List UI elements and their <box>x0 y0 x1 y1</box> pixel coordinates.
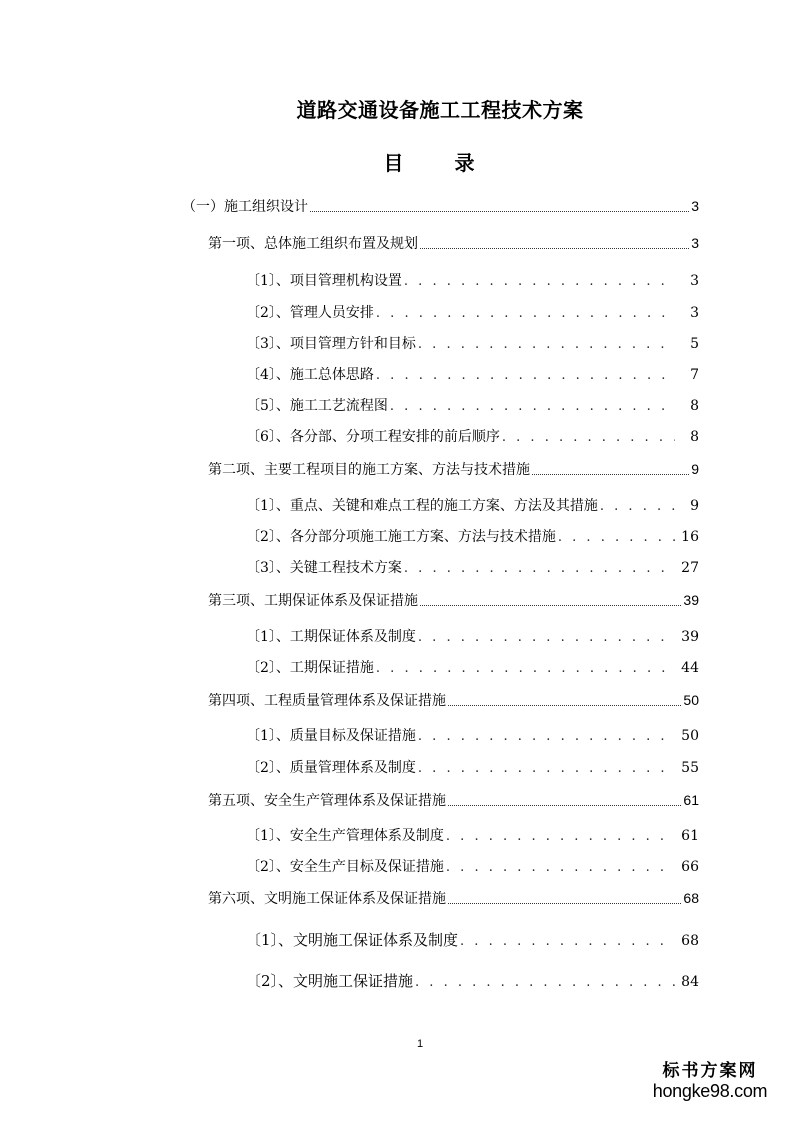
toc-section[interactable] <box>208 888 699 908</box>
toc-entry-label: 〔1〕、文明施工保证体系及制度 <box>246 931 459 949</box>
toc-dot-leader <box>415 975 675 990</box>
toc-dot-leader <box>446 860 675 875</box>
toc-entry-page: 55 <box>681 760 699 776</box>
toc-entry-label: 第四项、工程质量管理体系及保证措施 <box>208 693 446 709</box>
document-title: 道路交通设备施工工程技术方案 <box>296 98 584 122</box>
toc-entry-label: 第三项、工期保证体系及保证措施 <box>208 593 418 609</box>
toc-entry-page: 39 <box>683 592 699 608</box>
toc-dot-leader <box>376 368 675 383</box>
toc-subentry[interactable] <box>246 657 699 677</box>
toc-entry-label: 〔1〕、工期保证体系及制度 <box>246 629 416 645</box>
watermark-brand: 标书方案网 <box>662 1061 758 1080</box>
toc-dot-leader <box>446 829 675 844</box>
toc-dot-leader <box>404 561 675 576</box>
toc-entry-label: 〔1〕、安全生产管理体系及制度 <box>246 828 444 844</box>
toc-entry-page: 9 <box>690 498 699 514</box>
toc-subentry[interactable] <box>246 270 699 290</box>
toc-entry-label: 〔1〕、质量目标及保证措施 <box>246 728 416 744</box>
toc-section[interactable] <box>208 233 699 253</box>
toc-subentry[interactable] <box>246 825 699 845</box>
toc-subentry[interactable] <box>246 333 699 353</box>
toc-entry-page: 5 <box>690 336 699 352</box>
toc-subentry[interactable] <box>246 725 699 745</box>
toc-entry-page: 3 <box>691 198 699 214</box>
toc-entry-label: 〔3〕、项目管理方针和目标 <box>246 336 416 352</box>
toc-entry-page: 61 <box>683 792 699 808</box>
toc-entry-page: 68 <box>683 890 699 906</box>
toc-entry-page: 68 <box>681 933 699 949</box>
toc-chapter[interactable] <box>182 196 699 216</box>
toc-dot-leader <box>418 630 675 645</box>
toc-section[interactable] <box>208 590 699 610</box>
toc-heading: 目 录 <box>383 151 497 175</box>
toc-subentry[interactable] <box>246 757 699 777</box>
toc-subentry[interactable] <box>246 526 699 546</box>
toc-entry-label: 第五项、安全生产管理体系及保证措施 <box>208 793 446 809</box>
toc-entry-page: 44 <box>681 660 699 676</box>
toc-subentry[interactable] <box>246 395 699 415</box>
toc-entry-page: 50 <box>681 728 699 744</box>
toc-entry-label: 〔2〕、各分部分项施工施工方案、方法与技术措施 <box>246 529 556 545</box>
toc-dot-leader <box>390 399 675 414</box>
toc-dot-leader <box>558 530 675 545</box>
toc-entry-label: 〔2〕、质量管理体系及制度 <box>246 760 416 776</box>
toc-entry-page: 16 <box>681 529 699 545</box>
toc-dot-leader <box>376 661 675 676</box>
toc-entry-page: 8 <box>690 398 699 414</box>
toc-entry-page: 8 <box>690 429 699 445</box>
toc-entry-page: 9 <box>691 461 699 477</box>
site-watermark <box>640 1056 780 1102</box>
toc-dot-leader <box>418 761 675 776</box>
toc-entry-page: 7 <box>690 367 699 383</box>
toc-dot-leader <box>404 274 675 289</box>
toc-entry-label: 〔1〕、重点、关键和难点工程的施工方案、方法及其措施 <box>246 498 598 514</box>
toc-entry-page: 39 <box>681 629 699 645</box>
toc-dot-leader <box>532 473 689 475</box>
toc-section[interactable] <box>208 459 699 479</box>
toc-subentry[interactable] <box>246 495 699 515</box>
toc-dot-leader <box>310 210 689 212</box>
toc-entry-label: 〔2〕、工期保证措施 <box>246 660 374 676</box>
toc-subentry[interactable] <box>246 302 699 322</box>
toc-entry-label: 第一项、总体施工组织布置及规划 <box>208 236 418 252</box>
toc-entry-label: （一）施工组织设计 <box>182 199 308 215</box>
toc-entry-page: 3 <box>690 305 699 321</box>
toc-entry-label: 〔2〕、管理人员安排 <box>246 305 374 321</box>
toc-subentry[interactable] <box>246 970 699 991</box>
toc-subentry[interactable] <box>246 856 699 876</box>
toc-dot-leader <box>376 306 675 321</box>
toc-entry-label: 〔3〕、关键工程技术方案 <box>246 560 402 576</box>
toc-subentry[interactable] <box>246 557 699 577</box>
page-number: 1 <box>416 1038 424 1050</box>
toc-dot-leader <box>418 729 675 744</box>
toc-entry-label: 〔4〕、施工总体思路 <box>246 367 374 383</box>
toc-section[interactable] <box>208 790 699 810</box>
toc-dot-leader <box>448 902 681 904</box>
toc-dot-leader <box>460 934 675 949</box>
toc-entry-label: 第六项、文明施工保证体系及保证措施 <box>208 891 446 907</box>
toc-dot-leader <box>448 704 681 706</box>
watermark-domain: hongke98.com <box>652 1081 768 1101</box>
toc-dot-leader <box>420 604 681 606</box>
toc-subentry[interactable] <box>246 626 699 646</box>
toc-entry-label: 第二项、主要工程项目的施工方案、方法与技术措施 <box>208 462 530 478</box>
toc-entry-label: 〔2〕、安全生产目标及保证措施 <box>246 859 444 875</box>
toc-entry-page: 27 <box>681 560 699 576</box>
toc-entry-page: 84 <box>681 974 699 990</box>
toc-subentry[interactable] <box>246 364 699 384</box>
toc-entry-label: 〔6〕、各分部、分项工程安排的前后顺序 <box>246 429 500 445</box>
toc-dot-leader <box>502 430 675 445</box>
toc-subentry[interactable] <box>246 929 699 950</box>
toc-entry-page: 66 <box>681 859 699 875</box>
toc-entry-page: 50 <box>683 692 699 708</box>
toc-entry-page: 3 <box>690 273 699 289</box>
toc-section[interactable] <box>208 690 699 710</box>
toc-dot-leader <box>418 337 675 352</box>
toc-subentry[interactable] <box>246 426 699 446</box>
toc-entry-page: 61 <box>681 828 699 844</box>
toc-entry-label: 〔1〕、项目管理机构设置 <box>246 273 402 289</box>
toc-entry-label: 〔5〕、施工工艺流程图 <box>246 398 388 414</box>
toc-entry-label: 〔2〕、文明施工保证措施 <box>246 972 414 990</box>
toc-entry-page: 3 <box>691 235 699 251</box>
toc-dot-leader <box>600 499 675 514</box>
toc-dot-leader <box>448 804 681 806</box>
toc-dot-leader <box>420 247 689 249</box>
